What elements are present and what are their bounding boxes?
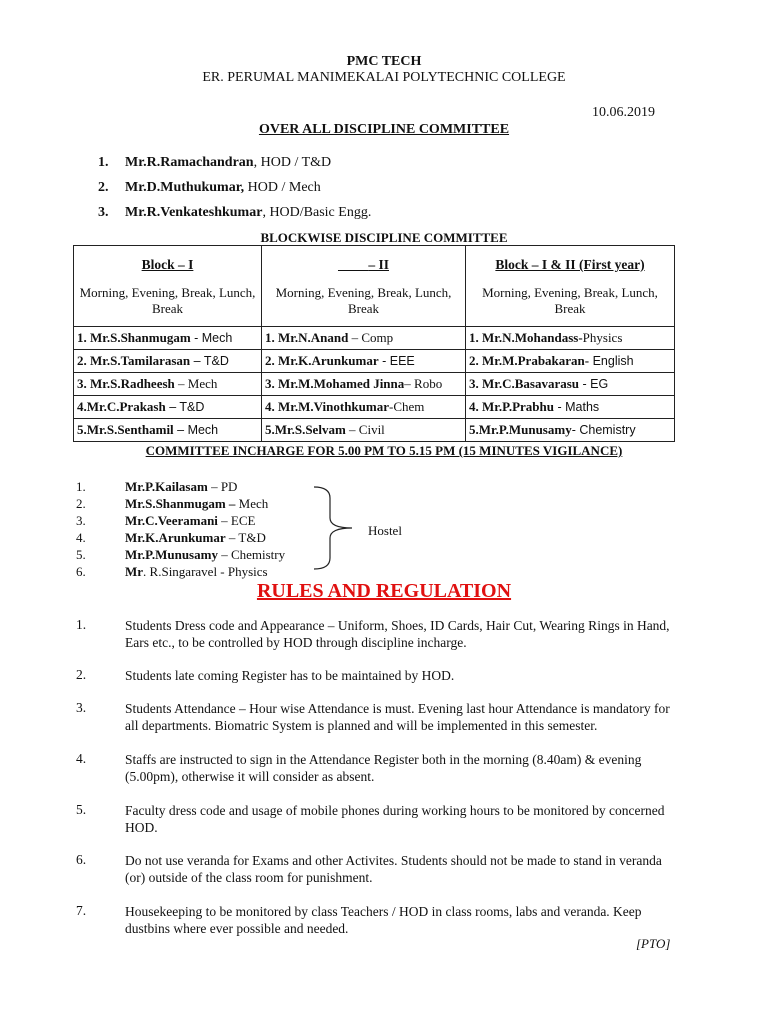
table-cell [74, 396, 262, 419]
hostel-label: Hostel [368, 523, 402, 538]
list-item [125, 546, 285, 563]
overall-member-text [125, 180, 321, 196]
overall-member [98, 180, 109, 196]
member-dept: – T&D [165, 400, 205, 414]
member-dept: – Comp [348, 330, 394, 345]
member-number: 3. [98, 205, 109, 220]
rule-text: Staffs are instructed to sign in the Attendance Register both in the morning (8.40am) & evening (5.00pm), otherwise it will consider as absent. [125, 752, 642, 784]
member-name: Mr.R.Ramachandran [125, 155, 254, 170]
list-item [125, 495, 285, 512]
incharge-number: 4. [76, 530, 86, 545]
incharge-title: COMMITTEE INCHARGE FOR 5.00 PM TO 5.15 PM (15 MINUTES VIGILANCE) [145, 443, 623, 458]
member-name: Mr.D.Muthukumar, [125, 180, 245, 195]
block-header: Block – I [141, 257, 194, 272]
table-row [74, 327, 675, 350]
block-header [265, 257, 462, 273]
incharge-dept: – Chemistry [217, 547, 286, 562]
member-dept: Physics [582, 330, 623, 345]
header-cell [466, 246, 675, 327]
table-row [74, 373, 675, 396]
rules-title: RULES AND REGULATION [256, 580, 512, 602]
incharge-name: Mr.S.Shanmugam – [125, 496, 236, 511]
rule-number: 2. [76, 667, 87, 682]
incharge-number: 3. [76, 513, 86, 528]
header-cell [74, 246, 262, 327]
table-cell [466, 419, 675, 442]
list-item [125, 563, 285, 580]
member-dept: – Mech [173, 423, 219, 437]
table-cell [262, 350, 466, 373]
incharge-name: Mr.P.Kailasam [125, 479, 208, 494]
member-role: , HOD / T&D [253, 155, 332, 170]
incharge-numbers [76, 478, 86, 580]
member-name: 2. Mr.S.Tamilarasan [77, 353, 191, 368]
rule-text: Students Attendance – Hour wise Attendance is must. Evening last hour Attendance is mandatory for all departments. Biomatric System is planned and will be implemented in this semester. [125, 701, 670, 733]
blockwise-table [73, 245, 675, 442]
member-number: 2. [98, 180, 109, 195]
rule-number: 4. [76, 751, 87, 766]
block-subheader: Morning, Evening, Break, Lunch, Break [79, 285, 256, 316]
list-item [125, 512, 285, 529]
rule-number: 1. [76, 617, 87, 632]
table-cell [262, 396, 466, 419]
curly-brace-icon [310, 484, 360, 572]
rule-text: Housekeeping to be monitored by class Teachers / HOD in class rooms, labs and veranda. Keep dustbins where ever possible and needed. [125, 904, 642, 936]
rule-text: Do not use veranda for Exams and other Activites. Students should not be made to stand in veranda (or) outside of the class room for punishment. [125, 853, 662, 885]
member-dept: English [589, 354, 634, 368]
table-cell [262, 327, 466, 350]
incharge-number: 6. [76, 564, 86, 579]
table-row [74, 350, 675, 373]
overall-member [98, 155, 109, 171]
incharge-dept: . R.Singaravel - Physics [143, 564, 268, 579]
incharge-dept: – T&D [225, 530, 266, 545]
member-name: 1. Mr.N.Mohandass- [469, 330, 583, 345]
rule-text: Students Dress code and Appearance – Uniform, Shoes, ID Cards, Hair Cut, Wearing Rings in Hand, Ears etc., to be controlled by HOD through discipline incharge. [125, 618, 670, 650]
table-cell [262, 373, 466, 396]
incharge-name: Mr.K.Arunkumar [125, 530, 226, 545]
overall-member [98, 205, 109, 221]
member-dept: – Mech [174, 376, 218, 391]
block-header: Block – I & II (First year) [495, 257, 645, 272]
member-name: 5.Mr.S.Selvam [265, 422, 346, 437]
member-name: 3. Mr.S.Radheesh [77, 376, 175, 391]
member-dept: - Chemistry [571, 423, 636, 437]
block-subheader: Morning, Evening, Break, Lunch, Break [482, 285, 658, 316]
member-name: 1. Mr.N.Anand [265, 330, 349, 345]
member-name: 1. Mr.S.Shanmugam [77, 330, 191, 345]
incharge-list [125, 478, 285, 580]
table-cell [74, 327, 262, 350]
rule-text: Faculty dress code and usage of mobile phones during working hours to be monitored by concerned HOD. [125, 803, 665, 835]
block-header-text: – II [368, 257, 389, 272]
member-name: 4. Mr.P.Prabhu [469, 399, 554, 414]
member-number: 1. [98, 155, 109, 170]
document-date: 10.06.2019 [592, 105, 655, 120]
incharge-number: 1. [76, 479, 86, 494]
table-cell [466, 327, 675, 350]
member-role: , HOD/Basic Engg. [262, 205, 372, 220]
member-name: 2. Mr.M.Prabakaran- [469, 353, 590, 368]
list-item [125, 529, 285, 546]
incharge-name: Mr.C.Veeramani [125, 513, 218, 528]
member-name: 3. Mr.M.Mohamed Jinna [265, 376, 405, 391]
rule-text: Students late coming Register has to be maintained by HOD. [125, 668, 455, 683]
list-item [125, 478, 285, 495]
incharge-dept: – ECE [217, 513, 256, 528]
table-row [74, 419, 675, 442]
member-name: 2. Mr.K.Arunkumar [265, 353, 379, 368]
incharge-number: 2. [76, 496, 86, 511]
member-dept: - EEE [378, 354, 415, 368]
rule-number: 6. [76, 852, 87, 867]
block-subheader: Morning, Evening, Break, Lunch, Break [275, 285, 452, 316]
org-name: PMC TECH [346, 54, 422, 69]
table-cell [466, 373, 675, 396]
member-role: HOD / Mech [244, 180, 321, 195]
incharge-number: 5. [76, 547, 86, 562]
table-cell [466, 396, 675, 419]
member-name: 4. Mr.M.Vinothkumar [265, 399, 389, 414]
table-cell [74, 350, 262, 373]
member-dept: - Maths [554, 400, 600, 414]
overall-committee-title: OVER ALL DISCIPLINE COMMITTEE [258, 122, 510, 137]
incharge-dept: Mech [235, 496, 269, 511]
member-dept: – Civil [345, 422, 385, 437]
member-dept: - Mech [190, 331, 233, 345]
table-cell [262, 419, 466, 442]
member-name: 3. Mr.C.Basavarasu [469, 376, 580, 391]
table-cell [74, 419, 262, 442]
pto-marker: [PTO] [636, 936, 671, 951]
table-cell [466, 350, 675, 373]
member-name: 5.Mr.P.Munusamy [469, 422, 572, 437]
member-dept: – T&D [190, 354, 229, 368]
header-underline-gap [338, 257, 368, 272]
table-cell [74, 373, 262, 396]
member-name: 4.Mr.C.Prakash [77, 399, 166, 414]
header-cell [262, 246, 466, 327]
member-name: 5.Mr.S.Senthamil [77, 422, 174, 437]
member-name: Mr.R.Venkateshkumar [125, 205, 263, 220]
incharge-name: Mr [125, 564, 144, 579]
table-row [74, 396, 675, 419]
blockwise-title: BLOCKWISE DISCIPLINE COMMITTEE [260, 230, 508, 245]
table-header-row [74, 246, 675, 327]
overall-member-text [125, 205, 371, 221]
rule-number: 7. [76, 903, 87, 918]
member-dept: - EG [579, 377, 609, 391]
incharge-name: Mr.P.Munusamy [125, 547, 218, 562]
college-name: ER. PERUMAL MANIMEKALAI POLYTECHNIC COLLEGE [202, 70, 566, 85]
member-dept: -Chem [388, 399, 425, 414]
rule-number: 3. [76, 700, 87, 715]
member-dept: – Robo [404, 376, 443, 391]
incharge-dept: – PD [207, 479, 238, 494]
rule-number: 5. [76, 802, 87, 817]
overall-member-text [125, 155, 331, 171]
